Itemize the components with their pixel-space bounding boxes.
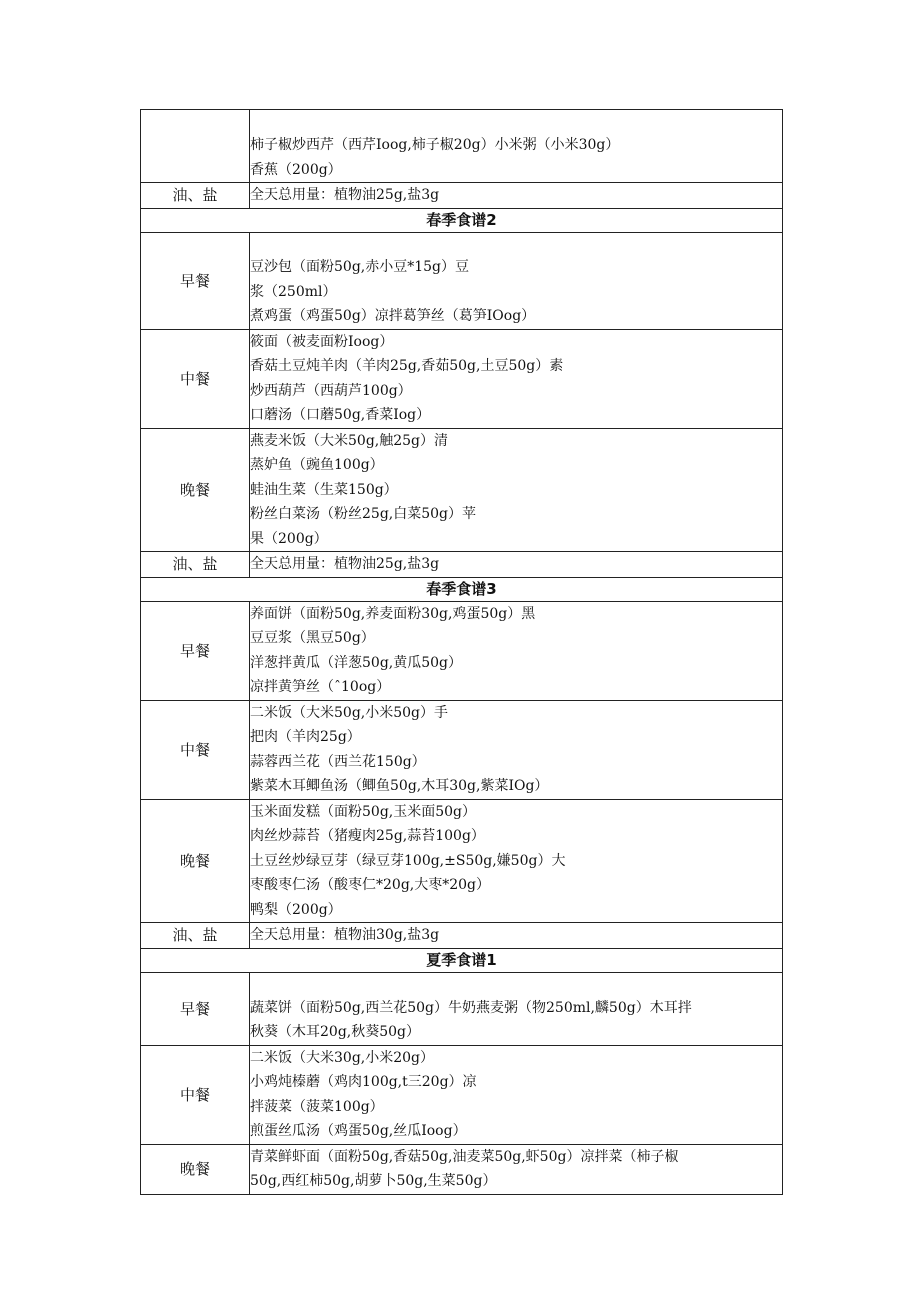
meal-label: 晚餐	[141, 428, 250, 552]
meal-content-line: 全天总用量：植物油30g,盐3g	[250, 927, 440, 943]
meal-label: 晚餐	[141, 799, 250, 923]
section-title: 春季食谱3	[141, 577, 783, 601]
meal-content-line: 豆沙包（面粉50g,赤小豆*15g）豆	[250, 259, 470, 275]
meal-content	[250, 601, 783, 700]
meal-content	[250, 1045, 783, 1144]
meal-content-line: 豆豆浆（黑豆50g）	[250, 630, 375, 646]
meal-row	[141, 232, 783, 329]
meal-content-line: 蒜蓉西兰花（西兰花150g）	[250, 753, 426, 770]
meal-content-line: 蛙油生菜（生菜150g）	[250, 481, 398, 498]
meal-content-line: 50g,西红柿50g,胡萝卜50g,生菜50g）	[250, 1173, 497, 1189]
meal-label: 油、盐	[141, 183, 250, 209]
meal-label: 中餐	[141, 700, 250, 799]
meal-content	[250, 1144, 783, 1194]
meal-row	[141, 972, 783, 1045]
meal-content	[250, 329, 783, 428]
meal-content-line: 小鸡炖榛蘑（鸡肉100g,t三20g）凉	[250, 1074, 477, 1090]
meal-plan-table	[140, 109, 783, 1195]
meal-content-line: 二米饭（大米50g,小米50g）手	[250, 704, 449, 721]
meal-row	[141, 601, 783, 700]
meal-row	[141, 923, 783, 949]
meal-content-line: 香蕉（200g）	[250, 161, 342, 178]
meal-label	[141, 110, 250, 183]
meal-content-line: 把肉（羊肉25g）	[250, 729, 361, 745]
meal-content-line: 肉丝炒蒜苔（猪瘦肉25g,蒜苔100g）	[250, 828, 485, 844]
meal-content-line: 二米饭（大米30g,小米20g）	[250, 1049, 435, 1066]
meal-content-line: 全天总用量：植物油25g,盐3g	[250, 556, 440, 572]
meal-label: 早餐	[141, 972, 250, 1045]
meal-label: 晚餐	[141, 1144, 250, 1194]
meal-content-line: 玉米面发糕（面粉50g,玉米面50g）	[250, 803, 477, 820]
meal-content-line: 拌菠菜（菠菜100g）	[250, 1098, 384, 1115]
meal-content-line: 煮鸡蛋（鸡蛋50g）凉拌葛笋丝（葛笋IOog）	[250, 308, 536, 324]
section-header-row	[141, 208, 783, 232]
section-title: 夏季食谱1	[141, 948, 783, 972]
meal-content	[250, 700, 783, 799]
meal-content	[250, 923, 783, 949]
meal-content-line: 洋葱拌黄瓜（洋葱50g,黄瓜50g）	[250, 654, 463, 671]
meal-row	[141, 1144, 783, 1194]
meal-label: 早餐	[141, 232, 250, 329]
meal-label: 油、盐	[141, 923, 250, 949]
meal-content	[250, 552, 783, 578]
meal-row	[141, 110, 783, 183]
section-title: 春季食谱2	[141, 208, 783, 232]
meal-content	[250, 428, 783, 552]
meal-row	[141, 428, 783, 552]
meal-content	[250, 110, 783, 183]
meal-row	[141, 183, 783, 209]
meal-content-line: 凉拌黄笋丝（ˆ10og）	[250, 679, 391, 695]
meal-row	[141, 552, 783, 578]
meal-content-line: 土豆丝炒绿豆芽（绿豆芽100g,±S50g,嫌50g）大	[250, 852, 566, 869]
meal-content-line: 香菇土豆炖羊肉（羊肉25g,香茹50g,土豆50g）素	[250, 358, 564, 374]
meal-content-line: 蔬菜饼（面粉50g,西兰花50g）牛奶燕麦粥（物250ml,麟50g）木耳拌	[250, 999, 692, 1016]
section-header-row	[141, 577, 783, 601]
meal-content-line: 浆（250ml）	[250, 283, 337, 300]
meal-content-line: 燕麦米饭（大米50g,触25g）清	[250, 432, 449, 449]
meal-content-line: 煎蛋丝瓜汤（鸡蛋50g,丝瓜Ioog）	[250, 1123, 467, 1139]
meal-row	[141, 700, 783, 799]
meal-label: 早餐	[141, 601, 250, 700]
meal-content-line: 全天总用量：植物油25g,盐3g	[250, 187, 440, 203]
meal-label: 中餐	[141, 1045, 250, 1144]
meal-content-line: 口蘑汤（口蘑50g,香菜Iog）	[250, 407, 431, 423]
meal-content-line: 筱面（被麦面粉Ioog）	[250, 333, 394, 350]
meal-row	[141, 799, 783, 923]
meal-content-line: 柿子椒炒西芹（西芹Ioog,柿子椒20g）小米粥（小米30g）	[250, 137, 620, 153]
meal-content-line: 枣酸枣仁汤（酸枣仁*20g,大枣*20g）	[250, 877, 491, 893]
meal-label: 油、盐	[141, 552, 250, 578]
meal-content-line: 养面饼（面粉50g,养麦面粉30g,鸡蛋50g）黑	[250, 605, 536, 622]
meal-content-line: 青菜鲜虾面（面粉50g,香菇50g,油麦菜50g,虾50g）凉拌菜（柿子椒	[250, 1148, 679, 1165]
meal-content-line: 粉丝白菜汤（粉丝25g,白菜50g）苹	[250, 506, 477, 522]
meal-content-line: 蒸妒鱼（豌鱼100g）	[250, 457, 384, 473]
meal-row	[141, 1045, 783, 1144]
meal-plan-body	[141, 110, 783, 1195]
meal-content-line: 鸭梨（200g）	[250, 901, 342, 918]
meal-content	[250, 799, 783, 923]
meal-content	[250, 183, 783, 209]
meal-content-line: 紫菜木耳鲫鱼汤（鲫鱼50g,木耳30g,紫菜IOg）	[250, 778, 549, 794]
meal-label: 中餐	[141, 329, 250, 428]
meal-content-line: 秋葵（木耳20g,秋葵50g）	[250, 1024, 421, 1040]
meal-content	[250, 232, 783, 329]
meal-content	[250, 972, 783, 1045]
meal-row	[141, 329, 783, 428]
meal-content-line: 炒西葫芦（西葫芦100g）	[250, 382, 412, 399]
meal-content-line: 果（200g）	[250, 530, 328, 547]
section-header-row	[141, 948, 783, 972]
